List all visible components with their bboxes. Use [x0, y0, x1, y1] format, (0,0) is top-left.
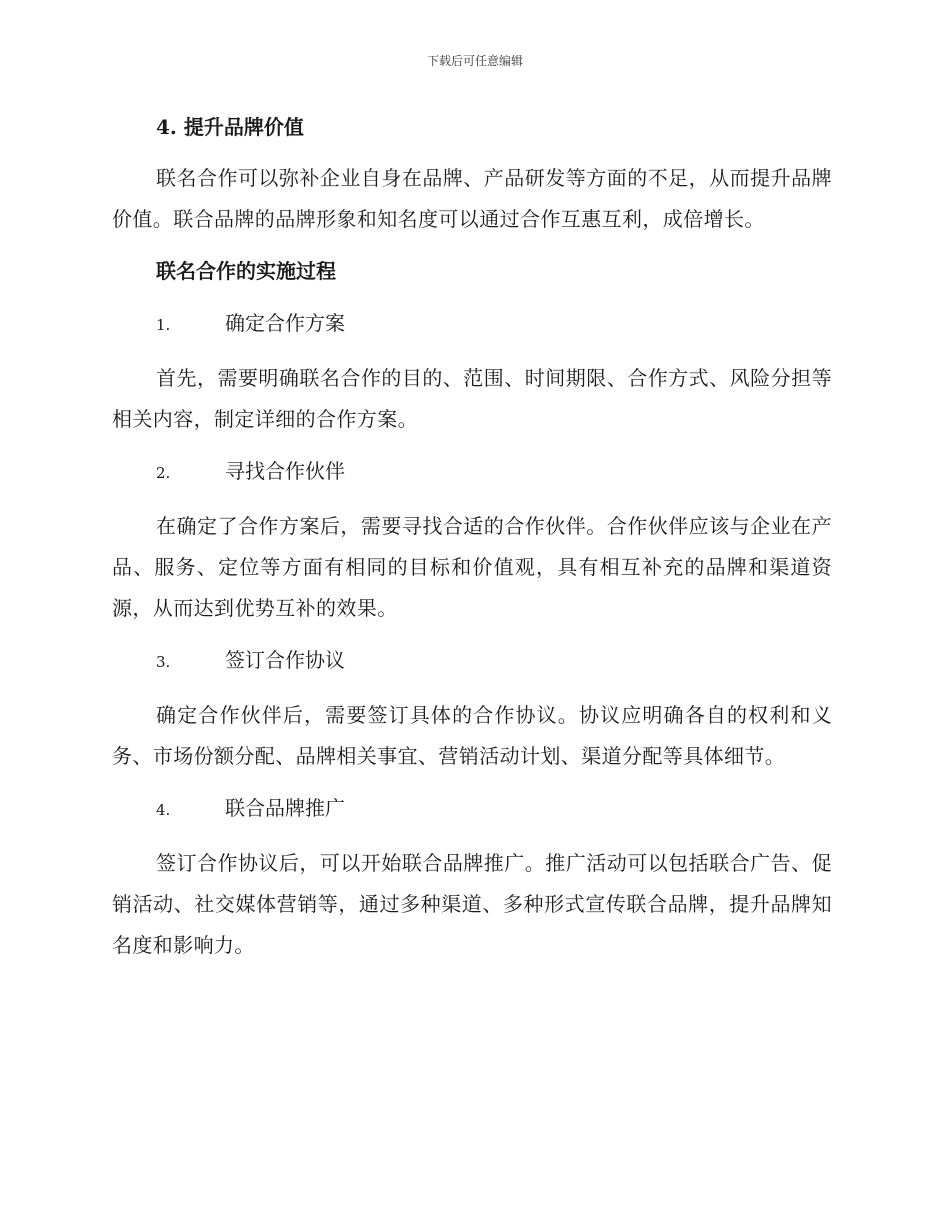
section-heading-implementation: 联名合作的实施过程 [156, 259, 336, 283]
document-body [112, 108, 832, 978]
step-heading-4 [112, 789, 832, 829]
step-paragraph-4: 签订合作协议后，可以开始联合品牌推广。推广活动可以包括联合广告、促销活动、社交媒体营销等，通过多种渠道、多种形式宣传联合品牌，提升品牌知名度和影响力。 [112, 851, 832, 957]
step-paragraph-3: 确定合作伙伴后，需要签订具体的合作协议。协议应明确各自的权利和义务、市场份额分配、品牌相关事宜、营销活动计划、渠道分配等具体细节。 [112, 703, 832, 768]
step-number: 4. [156, 801, 171, 819]
step-title: 确定合作方案 [225, 311, 345, 335]
step-number: 2. [156, 464, 171, 482]
step-title: 寻找合作伙伴 [225, 459, 345, 483]
step-number: 3. [156, 653, 171, 671]
step-title: 联合品牌推广 [225, 796, 345, 820]
section-heading-brand-value: 4. 提升品牌价值 [156, 115, 304, 139]
step-heading-1 [112, 304, 832, 344]
page-header: 下载后可任意编辑 [426, 54, 523, 68]
step-heading-3 [112, 641, 832, 681]
step-paragraph-1: 首先，需要明确联名合作的目的、范围、时间期限、合作方式、风险分担等相关内容，制定详细的合作方案。 [112, 366, 832, 431]
step-paragraph-2: 在确定了合作方案后，需要寻找合适的合作伙伴。合作伙伴应该与企业在产品、服务、定位等方面有相同的目标和价值观，具有相互补充的品牌和渠道资源，从而达到优势互补的效果。 [112, 514, 832, 620]
step-title: 签订合作协议 [225, 648, 345, 672]
step-number: 1. [156, 316, 171, 334]
step-heading-2 [112, 452, 832, 492]
paragraph-brand-value: 联名合作可以弥补企业自身在品牌、产品研发等方面的不足，从而提升品牌价值。联合品牌的品牌形象和知名度可以通过合作互惠互利，成倍增长。 [112, 166, 832, 231]
